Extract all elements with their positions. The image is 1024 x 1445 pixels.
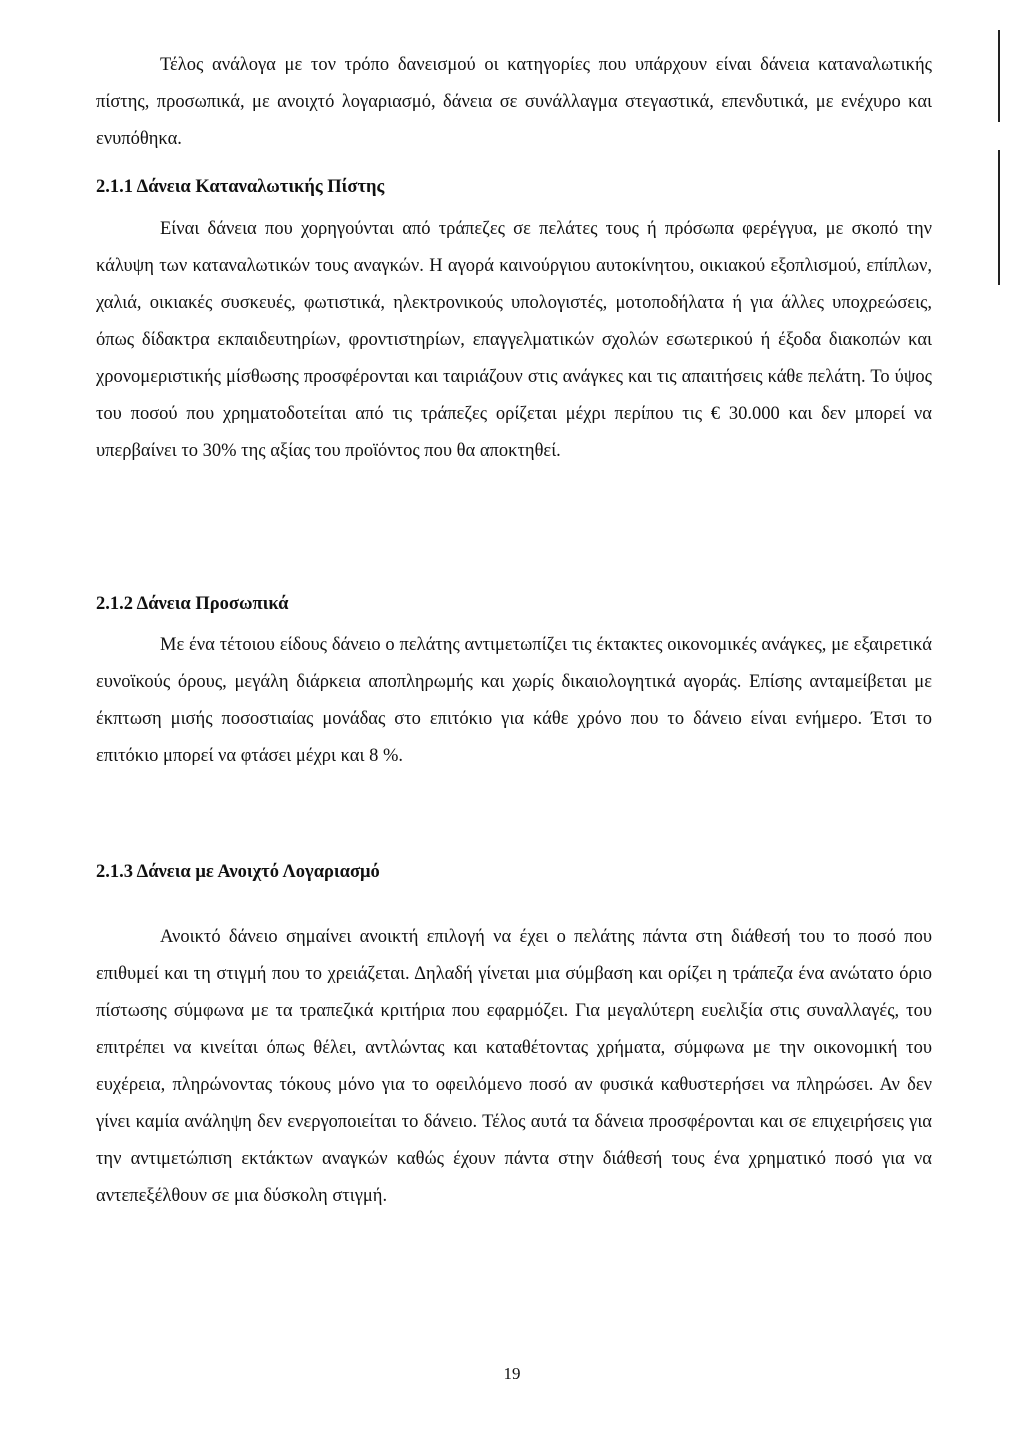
intro-paragraph: Τέλος ανάλογα με τον τρόπο δανεισμού οι κατηγορίες που υπάρχουν είναι δάνεια καταναλωτικής πίστης, προσωπικά, με ανοιχτό λογαριασμό, δάνεια σε συνάλλαγμα στεγαστικά, επενδυτικά, με ενέχυρο και ενυπόθηκα. <box>96 55 932 149</box>
consumer-loans-paragraph: Είναι δάνεια που χορηγούνται από τράπεζες σε πελάτες τους ή πρόσωπα φερέγγυα, με σκοπό την κάλυψη των καταναλωτικών τους αναγκών. Η αγορά καινούργιου αυτοκίνητου, οικιακού εξοπλισμού, επίπλων, χαλιά, οικιακές συσκευές, φωτιστικά, ηλεκτρονικούς υπολογιστές, μοτοποδήλατα ή για άλλες υποχρεώσεις, όπως δίδακτρα εκπαιδευτηρίων, φροντιστηρίων, επαγγελματικών σχολών εσωτερικού ή έξοδα διακοπών και χρονομεριστικής μίσθωσης προσφέρονται και ταιριάζουν στις ανάγκες και τις απαιτήσεις κάθε πελάτη. Το ύψος του ποσού που χρηματοδοτείται από τις τράπεζες ορίζεται μέχρι περίπου τις € 30.000 και δεν μπορεί να υπερβαίνει το 30% της αξίας του προϊόντος που θα αποκτηθεί. <box>96 219 932 461</box>
open-account-paragraph: Ανοικτό δάνειο σημαίνει ανοικτή επιλογή να έχει ο πελάτης πάντα στη διάθεσή του το ποσό που επιθυμεί και τη στιγμή που το χρειάζεται. Δηλαδή γίνεται μια σύμβαση και ορίζει η τράπεζα ένα ανώτατο όριο πίστωσης σύμφωνα με τα τραπεζικά κριτήρια που εφαρμόζει. Για μεγαλύτερη ευελιξία στις συναλλαγές, του επιτρέπει να κινείται όπως θέλει, αντλώντας και καταθέτοντας χρήματα, σύμφωνα με την οικονομική του ευχέρεια, πληρώνοντας τόκους μόνο για το οφειλόμενο ποσό αν φυσικά καθυστερήσει να πληρώσει. Αν δεν γίνει καμία ανάληψη δεν ενεργοποιείται το δάνειο. Τέλος αυτά τα δάνεια προσφέρονται και σε επιχειρήσεις για την αντιμετώπιση εκτάκτων αναγκών καθώς έχουν πάντα στην διάθεσή τους ένα χρηματικό ποσό για να αντεπεξέλθουν σε μια δύσκολη στιγμή. <box>96 927 932 1206</box>
page-number: 19 <box>503 1364 521 1383</box>
scan-edge-line <box>998 30 1000 122</box>
personal-loans-paragraph: Με ένα τέτοιου είδους δάνειο ο πελάτης αντιμετωπίζει τις έκτακτες οικονομικές ανάγκες, με εξαιρετικά ευνοϊκούς όρους, μεγάλη διάρκεια αποπληρωμής και χωρίς δικαιολογητικά αγοράς. Επίσης ανταμείβεται με έκπτωση μισής ποσοστιαίας μονάδας στο επιτόκιο για κάθε χρόνο που το δάνειο είναι ενήμερο. Έτσι το επιτόκιο μπορεί να φτάσει μέχρι και 8 %. <box>96 635 932 766</box>
section-heading-open-account: 2.1.3 Δάνεια με Ανοιχτό Λογαριασμό <box>96 862 380 882</box>
section-heading-personal: 2.1.2 Δάνεια Προσωπικά <box>96 594 289 614</box>
section-heading-consumer: 2.1.1 Δάνεια Καταναλωτικής Πίστης <box>96 177 385 197</box>
scan-edge-line <box>998 150 1000 285</box>
